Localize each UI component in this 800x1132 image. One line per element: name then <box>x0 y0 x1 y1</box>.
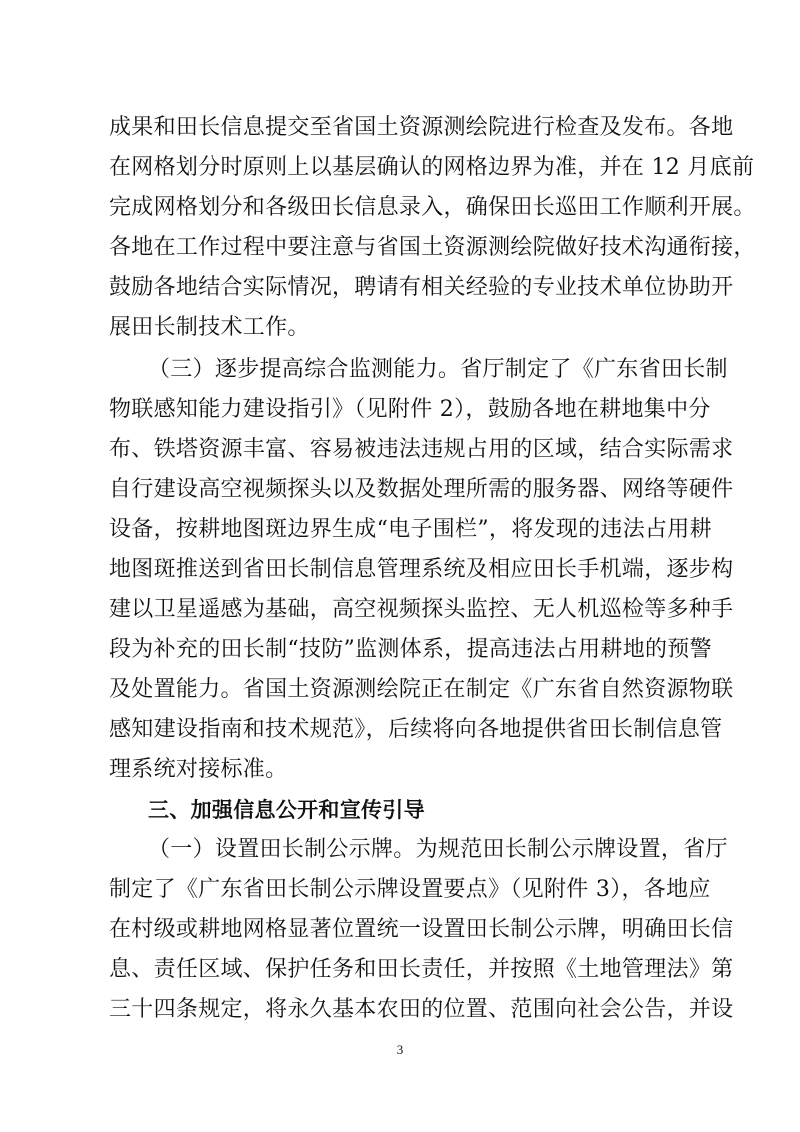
text-line: 物联感知能力建设指引》（见附件 2），鼓励各地在耕地集中分 <box>109 397 711 422</box>
text-line: 完成网格划分和各级田长信息录入，确保田长巡田工作顺利开展。 <box>109 195 756 220</box>
page-number: 3 <box>396 1042 404 1057</box>
text-line: 设备，按耕地图斑边界生成“电子围栏”，将发现的违法占用耕 <box>109 517 712 542</box>
text-line: 展田长制技术工作。 <box>109 315 310 340</box>
section-heading-3: （三）逐步提高综合监测能力。省厅制定了《广东省田长制 <box>148 357 728 382</box>
text-line: 各地在工作过程中要注意与省国土资源测绘院做好技术沟通衔接， <box>109 235 756 260</box>
text-line: 理系统对接标准。 <box>109 757 288 782</box>
text-line: 成果和田长信息提交至省国土资源测绘院进行检查及发布。各地 <box>109 115 734 140</box>
text-line: 地图斑推送到省田长制信息管理系统及相应田长手机端，逐步构 <box>109 557 734 582</box>
text-line: 制定了《广东省田长制公示牌设置要点》（见附件 3），各地应 <box>109 877 711 902</box>
text-line: 息、责任区域、保护任务和田长责任，并按照《土地管理法》第 <box>109 957 734 982</box>
text-line: 自行建设高空视频探头以及数据处理所需的服务器、网络等硬件 <box>109 477 734 502</box>
text-line: 在网格划分时原则上以基层确认的网格边界为准，并在 12 月底前 <box>109 155 755 180</box>
text-line: 鼓励各地结合实际情况，聘请有相关经验的专业技术单位协助开 <box>109 275 734 300</box>
text-line: 段为补充的田长制“技防”监测体系，提高违法占用耕地的预警 <box>109 637 712 662</box>
text-line: 布、铁塔资源丰富、容易被违法违规占用的区域，结合实际需求 <box>109 437 734 462</box>
text-line: 及处置能力。省国土资源测绘院正在制定《广东省自然资源物联 <box>109 677 734 702</box>
text-line: 在村级或耕地网格显著位置统一设置田长制公示牌，明确田长信 <box>109 917 734 942</box>
text-line: 建以卫星遥感为基础，高空视频探头监控、无人机巡检等多种手 <box>109 597 734 622</box>
text-line: 感知建设指南和技术规范》，后续将向各地提供省田长制信息管 <box>109 717 723 742</box>
chapter-heading: 三、加强信息公开和宣传引导 <box>148 798 425 822</box>
text-line: 三十四条规定，将永久基本农田的位置、范围向社会公告，并设 <box>109 997 734 1022</box>
section-heading-1: （一）设置田长制公示牌。为规范田长制公示牌设置，省厅 <box>148 837 728 862</box>
